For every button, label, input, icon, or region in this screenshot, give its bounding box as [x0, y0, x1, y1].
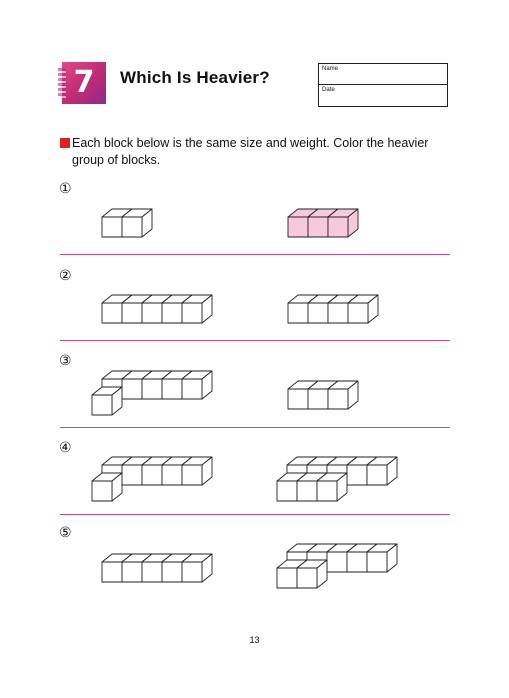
block-group[interactable]	[100, 195, 270, 255]
block-group[interactable]	[275, 540, 445, 600]
block-group[interactable]	[100, 281, 270, 341]
block-front	[122, 379, 142, 399]
block-front	[317, 481, 337, 501]
problem-number-5: ⑤	[59, 525, 72, 541]
block-front	[122, 465, 142, 485]
block-front	[162, 465, 182, 485]
instructions	[60, 135, 460, 169]
block-front	[162, 303, 182, 323]
date-field[interactable]	[319, 85, 447, 106]
block-front	[277, 568, 297, 588]
page-title: Which Is Heavier?	[120, 68, 270, 87]
block-front	[308, 217, 328, 237]
block-front	[308, 389, 328, 409]
block-front	[297, 481, 317, 501]
block-group[interactable]	[275, 453, 445, 513]
lesson-number-badge: 7	[62, 62, 106, 104]
block-group[interactable]	[100, 540, 270, 600]
block-front	[142, 379, 162, 399]
problem-number-4: ④	[59, 440, 72, 456]
block-front	[367, 552, 387, 572]
block-front	[162, 562, 182, 582]
block-front	[297, 568, 317, 588]
block-front	[142, 465, 162, 485]
instruction-marker	[60, 138, 70, 148]
block-front	[162, 379, 182, 399]
block-group[interactable]	[286, 195, 456, 255]
name-label: Name	[322, 66, 339, 72]
block-front	[348, 303, 368, 323]
block-front	[288, 389, 308, 409]
name-date-box	[318, 63, 448, 107]
block-group[interactable]	[286, 367, 456, 427]
block-group[interactable]	[286, 281, 456, 341]
block-front	[122, 303, 142, 323]
block-front	[142, 303, 162, 323]
block-group[interactable]	[90, 367, 260, 427]
block-group[interactable]	[90, 453, 260, 513]
block-front	[122, 562, 142, 582]
block-front	[182, 465, 202, 485]
block-front	[328, 303, 348, 323]
block-front	[328, 217, 348, 237]
block-front	[327, 552, 347, 572]
block-front	[182, 303, 202, 323]
block-front	[308, 303, 328, 323]
problem-number-1: ①	[59, 181, 72, 197]
instruction-line-1: Each block below is the same size and weight. Color the heavier	[72, 136, 429, 150]
block-front	[288, 303, 308, 323]
date-label: Date	[322, 87, 335, 93]
block-front	[182, 379, 202, 399]
page-number: 13	[249, 635, 260, 645]
block-front	[102, 562, 122, 582]
problem-number-3: ③	[59, 353, 72, 369]
block-front	[367, 465, 387, 485]
block-front	[102, 303, 122, 323]
problem-number-2: ②	[59, 268, 72, 284]
block-front	[347, 552, 367, 572]
divider-4	[60, 514, 450, 515]
instruction-line-2: group of blocks.	[72, 153, 161, 167]
name-field[interactable]	[319, 64, 447, 85]
block-front	[92, 395, 112, 415]
block-front	[328, 389, 348, 409]
block-front	[142, 562, 162, 582]
block-front	[347, 465, 367, 485]
block-front	[288, 217, 308, 237]
block-front	[122, 217, 142, 237]
divider-3	[60, 427, 450, 428]
block-front	[277, 481, 297, 501]
block-front	[182, 562, 202, 582]
block-front	[92, 481, 112, 501]
block-front	[102, 217, 122, 237]
